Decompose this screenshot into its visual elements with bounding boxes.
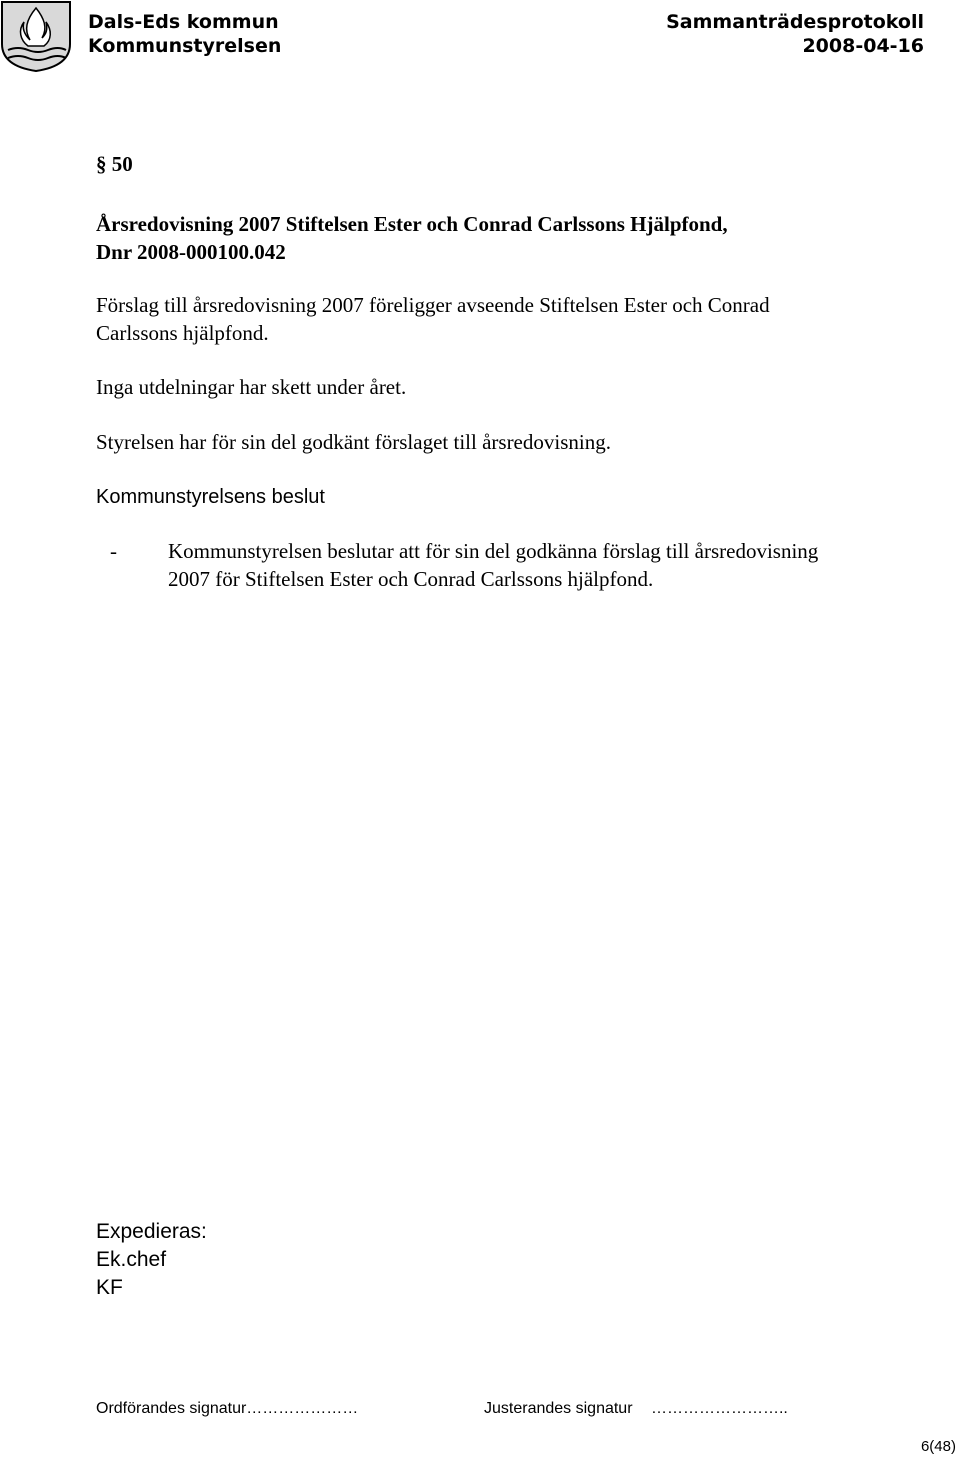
document-type: Sammanträdesprotokoll xyxy=(666,11,924,33)
proposal-line-2: Carlssons hjälpfond. xyxy=(96,321,269,345)
distribution-recipient: Ek.chef xyxy=(96,1248,167,1271)
section-title-line-1: Årsredovisning 2007 Stiftelsen Ester och Conrad Carlssons Hjälpfond, xyxy=(96,212,728,236)
board-approval-paragraph: Styrelsen har för sin del godkänt förslaget till årsredovisning. xyxy=(96,430,611,454)
decision-line-2: 2007 för Stiftelsen Ester och Conrad Carlssons hjälpfond. xyxy=(168,567,654,591)
section-number: § 50 xyxy=(96,152,133,176)
document-header-left xyxy=(88,10,281,58)
proposal-line-1: Förslag till årsredovisning 2007 föreligger avseende Stiftelsen Ester och Conrad xyxy=(96,293,770,317)
municipality-name: Dals-Eds kommun xyxy=(88,11,279,33)
no-distributions-paragraph: Inga utdelningar har skett under året. xyxy=(96,375,407,399)
decision-bullet-dash: - xyxy=(110,539,117,563)
section-title xyxy=(96,210,728,266)
chair-signature-line: Ordförandes signatur………………… xyxy=(96,1400,359,1417)
distribution-list xyxy=(96,1218,207,1302)
adjuster-signature-dots: …………………….. xyxy=(650,1400,788,1417)
decision-line-1: Kommunstyrelsen beslutar att för sin del godkänna förslag till årsredovisning xyxy=(168,539,819,563)
proposal-paragraph xyxy=(96,291,770,347)
board-name: Kommunstyrelsen xyxy=(88,35,282,57)
decision-item xyxy=(96,537,818,593)
adjuster-signature-line xyxy=(484,1398,788,1420)
distribution-label: Expedieras: xyxy=(96,1220,207,1243)
decision-heading: Kommunstyrelsens beslut xyxy=(96,486,325,508)
section-title-line-2: Dnr 2008-000100.042 xyxy=(96,240,286,264)
distribution-recipient: KF xyxy=(96,1276,123,1299)
municipality-coat-of-arms-logo xyxy=(0,0,72,72)
page-number: 6(48) xyxy=(920,1438,956,1455)
adjuster-signature-label: Justerandes signatur xyxy=(484,1400,633,1417)
document-header-right xyxy=(666,10,924,58)
meeting-date: 2008-04-16 xyxy=(802,35,924,57)
